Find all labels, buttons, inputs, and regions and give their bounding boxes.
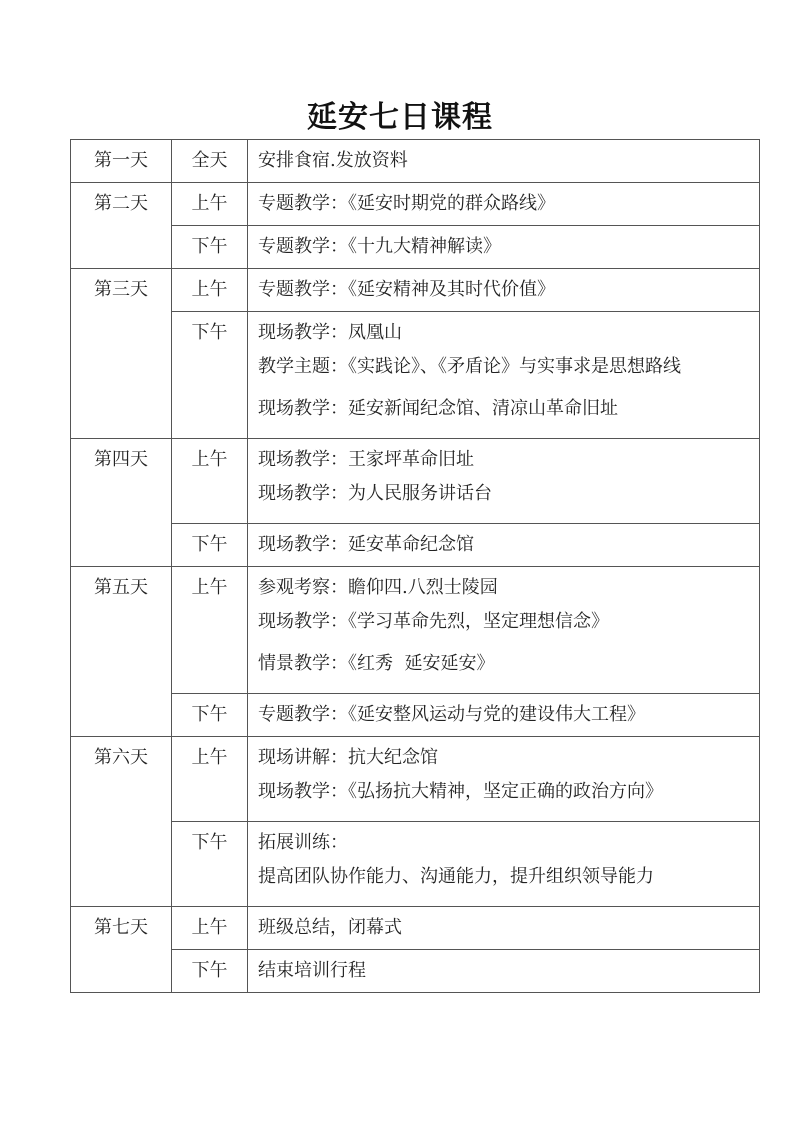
session-content (248, 737, 760, 822)
session-content (248, 950, 760, 993)
session-item: 现场教学：延安新闻纪念馆、清凉山革命旧址 (258, 398, 618, 419)
day-label: 第四天 (71, 439, 172, 567)
period-label: 下午 (172, 822, 248, 907)
table-row (71, 140, 760, 183)
session-item: 提高团队协作能力、沟通能力，提升组织领导能力 (258, 866, 654, 887)
session-item: 安排食宿.发放资料 (258, 150, 408, 171)
page-title: 延安七日课程 (307, 100, 493, 135)
session-item: 现场教学：王家坪革命旧址 (258, 449, 474, 470)
session-item: 专题教学：《延安精神及其时代价值》 (258, 279, 555, 300)
table-row (71, 907, 760, 950)
table-row (71, 950, 760, 993)
session-content (248, 822, 760, 907)
session-item: 现场教学：延安革命纪念馆 (258, 534, 474, 555)
session-item: 专题教学：《延安整风运动与党的建设伟大工程》 (258, 704, 645, 725)
table-row (71, 567, 760, 694)
day-label: 第五天 (71, 567, 172, 737)
session-content (248, 694, 760, 737)
session-item: 现场教学：《学习革命先烈，坚定理想信念》 (258, 611, 609, 632)
session-content (248, 140, 760, 183)
table-row (71, 822, 760, 907)
period-label: 全天 (172, 140, 248, 183)
session-item: 班级总结，闭幕式 (258, 917, 402, 938)
session-item: 教学主题：《实践论》、《矛盾论》与实事求是思想路线 (258, 356, 681, 377)
session-content (248, 226, 760, 269)
session-content (248, 907, 760, 950)
session-content (248, 567, 760, 694)
period-label: 上午 (172, 737, 248, 822)
table-row (71, 312, 760, 439)
period-label: 下午 (172, 226, 248, 269)
session-item: 拓展训练： (258, 832, 348, 853)
session-content (248, 524, 760, 567)
session-item: 专题教学：《十九大精神解读》 (258, 236, 501, 257)
session-content (248, 269, 760, 312)
session-item: 现场教学：凤凰山 (258, 322, 402, 343)
day-label: 第六天 (71, 737, 172, 907)
period-label: 上午 (172, 567, 248, 694)
schedule-table (70, 139, 760, 993)
table-row (71, 183, 760, 226)
day-label: 第二天 (71, 183, 172, 269)
period-label: 上午 (172, 907, 248, 950)
session-content (248, 183, 760, 226)
day-label: 第三天 (71, 269, 172, 439)
session-item: 现场教学：为人民服务讲话台 (258, 483, 492, 504)
session-item: 参观考察：瞻仰四.八烈士陵园 (258, 577, 498, 598)
period-label: 下午 (172, 694, 248, 737)
day-label: 第一天 (71, 140, 172, 183)
session-item: 结束培训行程 (258, 960, 366, 981)
period-label: 上午 (172, 183, 248, 226)
period-label: 下午 (172, 312, 248, 439)
session-item: 情景教学：《红秀 延安延安》 (258, 653, 495, 674)
period-label: 上午 (172, 439, 248, 524)
table-row (71, 737, 760, 822)
session-content (248, 312, 760, 439)
table-row (71, 524, 760, 567)
table-row (71, 439, 760, 524)
session-item: 专题教学：《延安时期党的群众路线》 (258, 193, 555, 214)
period-label: 下午 (172, 950, 248, 993)
period-label: 下午 (172, 524, 248, 567)
session-item: 现场教学：《弘扬抗大精神，坚定正确的政治方向》 (258, 781, 663, 802)
period-label: 上午 (172, 269, 248, 312)
day-label: 第七天 (71, 907, 172, 993)
table-row (71, 269, 760, 312)
table-row (71, 694, 760, 737)
table-row (71, 226, 760, 269)
session-content (248, 439, 760, 524)
session-item: 现场讲解：抗大纪念馆 (258, 747, 438, 768)
